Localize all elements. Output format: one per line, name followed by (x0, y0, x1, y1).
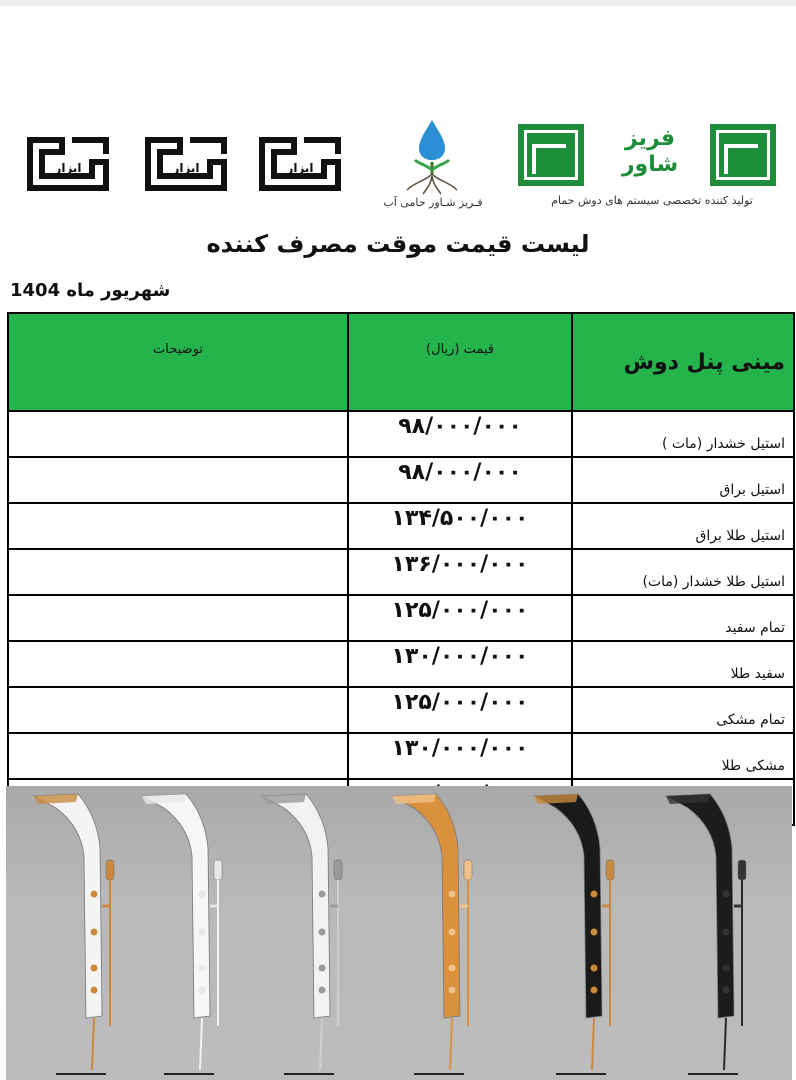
header-description: توضیحات (8, 313, 348, 411)
table-row (8, 733, 794, 779)
date-label: شهریور ماه 1404 (10, 280, 171, 301)
cell-price: ۹۸/۰۰۰/۰۰۰ (348, 457, 572, 503)
iso-standard-logo (140, 132, 232, 196)
cell-name: سفید طلا (572, 641, 794, 687)
cell-description (8, 411, 348, 457)
cell-description (8, 595, 348, 641)
iso-standard-logo (254, 132, 346, 196)
product-image-strip (6, 786, 792, 1080)
cell-price: ۱۳۰/۰۰۰/۰۰۰ (348, 733, 572, 779)
cell-name: استیل براق (572, 457, 794, 503)
cell-price: ۱۲۵/۰۰۰/۰۰۰ (348, 595, 572, 641)
all-white-panel (124, 786, 244, 1080)
iso-mark-text: ایزار (286, 161, 314, 175)
cell-price: ۱۳۴/۵۰۰/۰۰۰ (348, 503, 572, 549)
top-divider (0, 0, 796, 6)
header-name: مینی پنل دوش (572, 313, 794, 411)
cell-description (8, 687, 348, 733)
black-gold-panel (516, 786, 636, 1080)
cell-price: ۹۸/۰۰۰/۰۰۰ (348, 411, 572, 457)
iso-mark-text: ایزار (54, 161, 82, 175)
water-drop-icon (397, 118, 467, 196)
cell-name: مشکی طلا (572, 733, 794, 779)
cell-name: استیل خشدار (مات ) (572, 411, 794, 457)
table-row (8, 687, 794, 733)
brand-name: فریز شاور (621, 126, 679, 177)
brand-emblem-right (710, 124, 776, 186)
cell-description (8, 549, 348, 595)
table-row (8, 549, 794, 595)
header-price: قیمت (ریال) (348, 313, 572, 411)
drop-logo-text: فـریز شـاور حامی آب (383, 196, 483, 209)
cell-name: تمام سفید (572, 595, 794, 641)
page-title: لیست قیمت موقت مصرف کننده (206, 230, 590, 258)
cell-name: استیل طلا خشدار (مات) (572, 549, 794, 595)
brand-logo (514, 118, 790, 218)
table-body (8, 411, 794, 825)
table-row (8, 595, 794, 641)
table-header-row (8, 313, 794, 411)
header-logos (0, 118, 796, 218)
brand-emblem-left (518, 124, 584, 186)
cell-price: ۱۳۰/۰۰۰/۰۰۰ (348, 641, 572, 687)
white-steel-panel (244, 786, 364, 1080)
cell-name: استیل طلا براق (572, 503, 794, 549)
cell-description (8, 733, 348, 779)
all-black-panel (648, 786, 768, 1080)
cell-description (8, 641, 348, 687)
iso-mark-text: ایزار (172, 161, 200, 175)
cell-description (8, 503, 348, 549)
cell-name: تمام مشکی (572, 687, 794, 733)
table-row (8, 457, 794, 503)
water-drop-logo (382, 118, 482, 213)
brand-tagline: تولید کننده تخصصی سیستم های دوش حمام (551, 194, 753, 207)
table-row (8, 411, 794, 457)
table-row (8, 641, 794, 687)
iso-standard-logo (22, 132, 114, 196)
table-row (8, 503, 794, 549)
cell-price: ۱۳۶/۰۰۰/۰۰۰ (348, 549, 572, 595)
white-gold-panel (16, 786, 136, 1080)
gold-panel (374, 786, 494, 1080)
cell-description (8, 457, 348, 503)
cell-price: ۱۲۵/۰۰۰/۰۰۰ (348, 687, 572, 733)
price-table (7, 312, 795, 826)
